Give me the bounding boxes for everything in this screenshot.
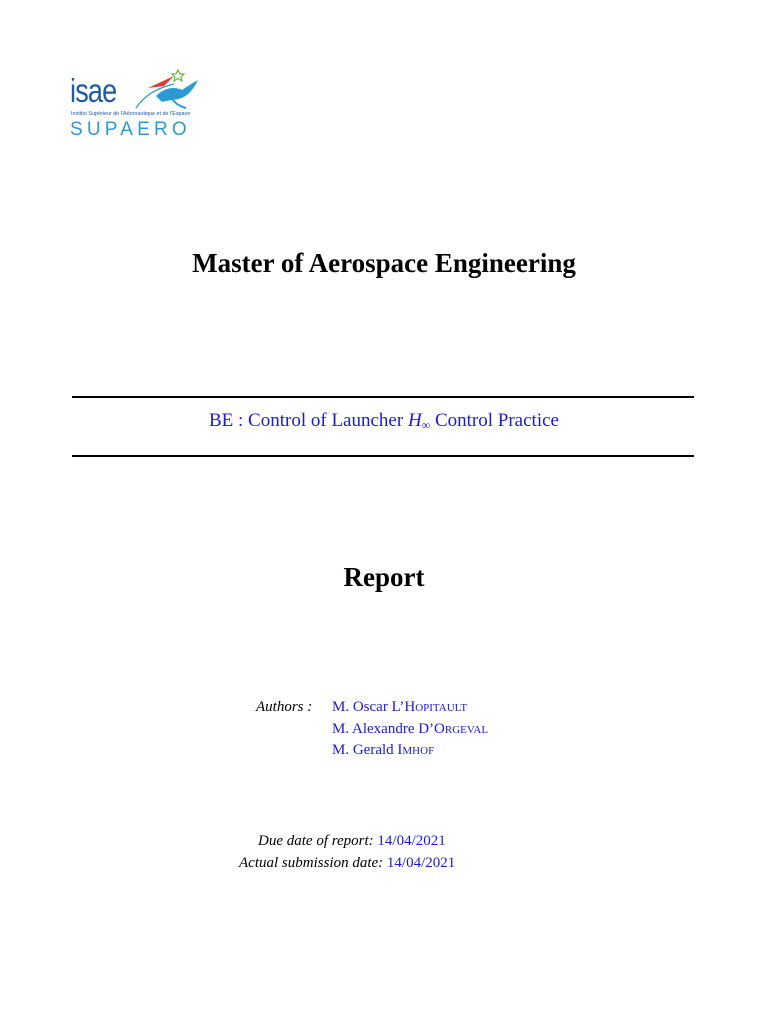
course-suffix: Control Practice xyxy=(430,410,559,431)
author-3-name: M. Gerald I xyxy=(332,742,403,758)
course-math-symbol: H xyxy=(407,410,422,431)
course-prefix: BE : Control of Launcher xyxy=(209,410,408,431)
logo-isae-text: isae xyxy=(70,72,117,109)
due-date-value: 14/04/2021 xyxy=(377,833,446,849)
author-1-name: M. Oscar L’H xyxy=(332,699,416,715)
author-2-surname: rgeval xyxy=(444,720,489,737)
author-2-name: M. Alexandre D’O xyxy=(332,720,445,737)
logo-supaero-text: SUPAERO xyxy=(70,119,191,140)
due-date-row xyxy=(258,831,446,853)
submission-date-label: Actual submission date: xyxy=(239,854,384,871)
author-1 xyxy=(332,697,467,719)
bottom-divider xyxy=(72,455,694,457)
report-title: Report xyxy=(343,562,425,592)
author-2 xyxy=(332,719,488,741)
logo-tagline: Institut Supérieur de l'Aéronautique et de l'Espace xyxy=(71,111,191,117)
page-title: Master of Aerospace Engineering xyxy=(192,248,576,278)
author-1-surname: opitault xyxy=(415,699,468,715)
authors-label: Authors : xyxy=(256,699,313,715)
isae-supaero-logo xyxy=(68,66,204,146)
course-math-subscript: ∞ xyxy=(421,418,431,432)
top-divider xyxy=(72,396,694,398)
author-3-surname: mhof xyxy=(402,742,435,758)
logo-bird-icon xyxy=(134,66,200,112)
due-date-label: Due date of report: xyxy=(258,833,374,849)
submission-date-row xyxy=(239,853,455,875)
submission-date-value: 14/04/2021 xyxy=(386,854,456,871)
author-3 xyxy=(332,740,434,762)
course-title xyxy=(0,410,768,433)
